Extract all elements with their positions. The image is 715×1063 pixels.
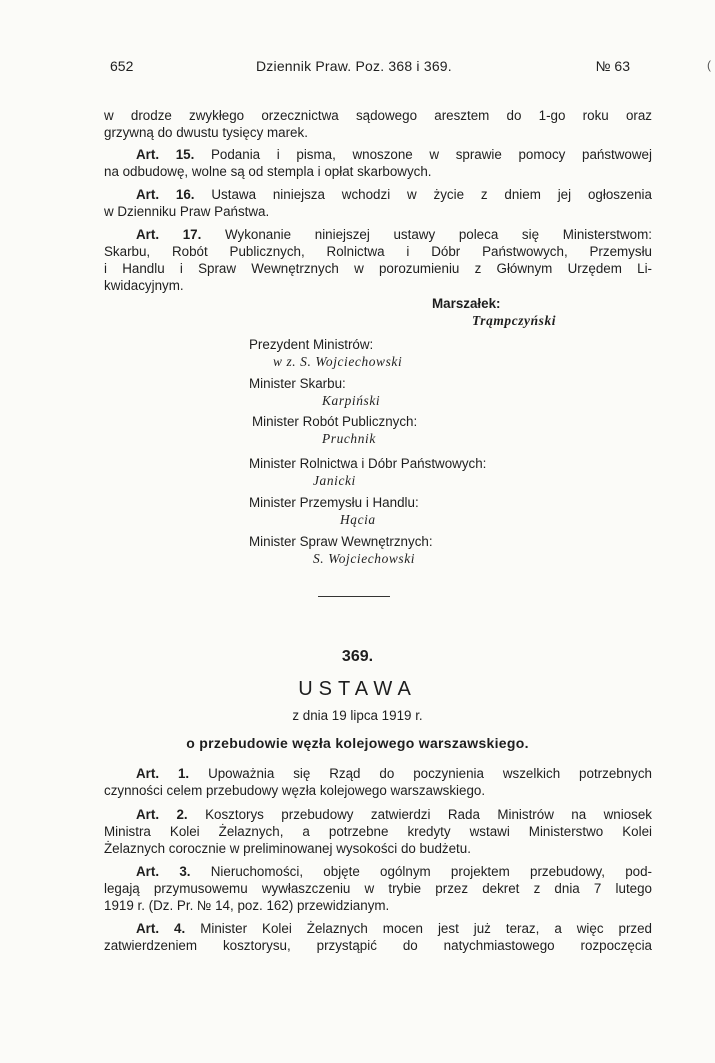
journal-reference: Dziennik Praw. Poz. 368 i 369. <box>256 58 452 74</box>
text-line: Ministra Kolei Żelaznych, a potrzebne kredyty wstawi Ministerstwo Kolei <box>104 824 652 839</box>
text-line: legają przymusowemu wywłaszczeniu w trybie przez dekret z dnia 7 lutego <box>104 881 652 896</box>
public-works-name: Pruchnik <box>322 431 376 446</box>
act-subject: o przebudowie węzła kolejowego warszawskiego. <box>186 735 529 751</box>
industry-title: Minister Przemysłu i Handlu: <box>249 495 419 510</box>
margin-mark: ( <box>707 58 711 72</box>
article-label: Art. 3. <box>136 864 191 879</box>
agriculture-title: Minister Rolnictwa i Dóbr Państwowych: <box>249 456 487 471</box>
art-3-line: Art. 3. Nieruchomości, objęte ogólnym projektem przebudowy, pod- <box>136 864 652 879</box>
art-1-line: Art. 1. Upoważnia się Rząd do poczynienia wszelkich potrzebnych <box>136 766 652 781</box>
article-label: Art. 17. <box>136 227 202 242</box>
text-line: w Dzienniku Praw Państwa. <box>104 204 270 219</box>
text-line: w drodze zwykłego orzecznictwa sądowego aresztem do 1-go roku oraz <box>104 108 652 123</box>
article-label: Art. 15. <box>136 147 195 162</box>
text-line: na odbudowę, wolne są od stempla i opłat skarbowych. <box>104 164 432 179</box>
art-17-line: Art. 17. Wykonanie niniejszej ustawy poleca się Ministerstwom: <box>136 227 652 242</box>
text-line: grzywną do dwustu tysięcy marek. <box>104 125 308 140</box>
page-number: 652 <box>110 58 134 74</box>
act-heading: USTAWA <box>298 678 417 700</box>
art-4-line: Art. 4. Minister Kolei Żelaznych mocen jest już teraz, a więc przed <box>136 921 652 936</box>
pm-name: w z. S. Wojciechowski <box>273 354 403 369</box>
section-divider <box>318 596 390 597</box>
pm-title: Prezydent Ministrów: <box>249 337 374 352</box>
article-label: Art. 1. <box>136 766 190 781</box>
industry-name: Hącia <box>340 512 376 527</box>
art-16-line: Art. 16. Ustawa niniejsza wchodzi w życie z dniem jej ogłoszenia <box>136 187 652 202</box>
agriculture-name: Janicki <box>313 473 356 488</box>
text-line: Żelaznych corocznie w preliminowanej wysokości do budżetu. <box>104 841 471 856</box>
text-line: Skarbu, Robót Publicznych, Rolnictwa i Dóbr Państwowych, Przemysłu <box>104 244 652 259</box>
article-label: Art. 4. <box>136 921 186 936</box>
art-15-line: Art. 15. Podania i pisma, wnoszone w sprawie pomocy państwowej <box>136 147 652 162</box>
text-line: kwidacyjnym. <box>104 278 184 293</box>
article-label: Art. 2. <box>136 807 188 822</box>
text-line: i Handlu i Spraw Wewnętrznych w porozumieniu z Głównym Urzędem Li- <box>104 261 652 276</box>
act-date: z dnia 19 lipca 1919 r. <box>292 708 423 723</box>
treasury-name: Karpiński <box>322 393 381 408</box>
interior-title: Minister Spraw Wewnętrznych: <box>249 534 433 549</box>
article-label: Art. 16. <box>136 187 195 202</box>
text-line: 1919 r. (Dz. Pr. № 14, poz. 162) przewidzianym. <box>104 898 390 913</box>
marshal-title: Marszałek: <box>432 296 501 311</box>
treasury-title: Minister Skarbu: <box>249 376 346 391</box>
act-number: 369. <box>341 648 374 665</box>
text-line: czynności celem przebudowy węzła kolejowego warszawskiego. <box>104 783 486 798</box>
art-2-line: Art. 2. Kosztorys przebudowy zatwierdzi Rada Ministrów na wniosek <box>136 807 652 822</box>
marshal-name: Trąmpczyński <box>472 313 557 328</box>
issue-number: № 63 <box>595 58 630 74</box>
public-works-title: Minister Robót Publicznych: <box>252 414 418 429</box>
text-line: zatwierdzeniem kosztorysu, przystąpić do natychmiastowego rozpoczęcia <box>104 938 652 953</box>
page-header <box>110 58 640 78</box>
interior-name: S. Wojciechowski <box>313 551 416 566</box>
